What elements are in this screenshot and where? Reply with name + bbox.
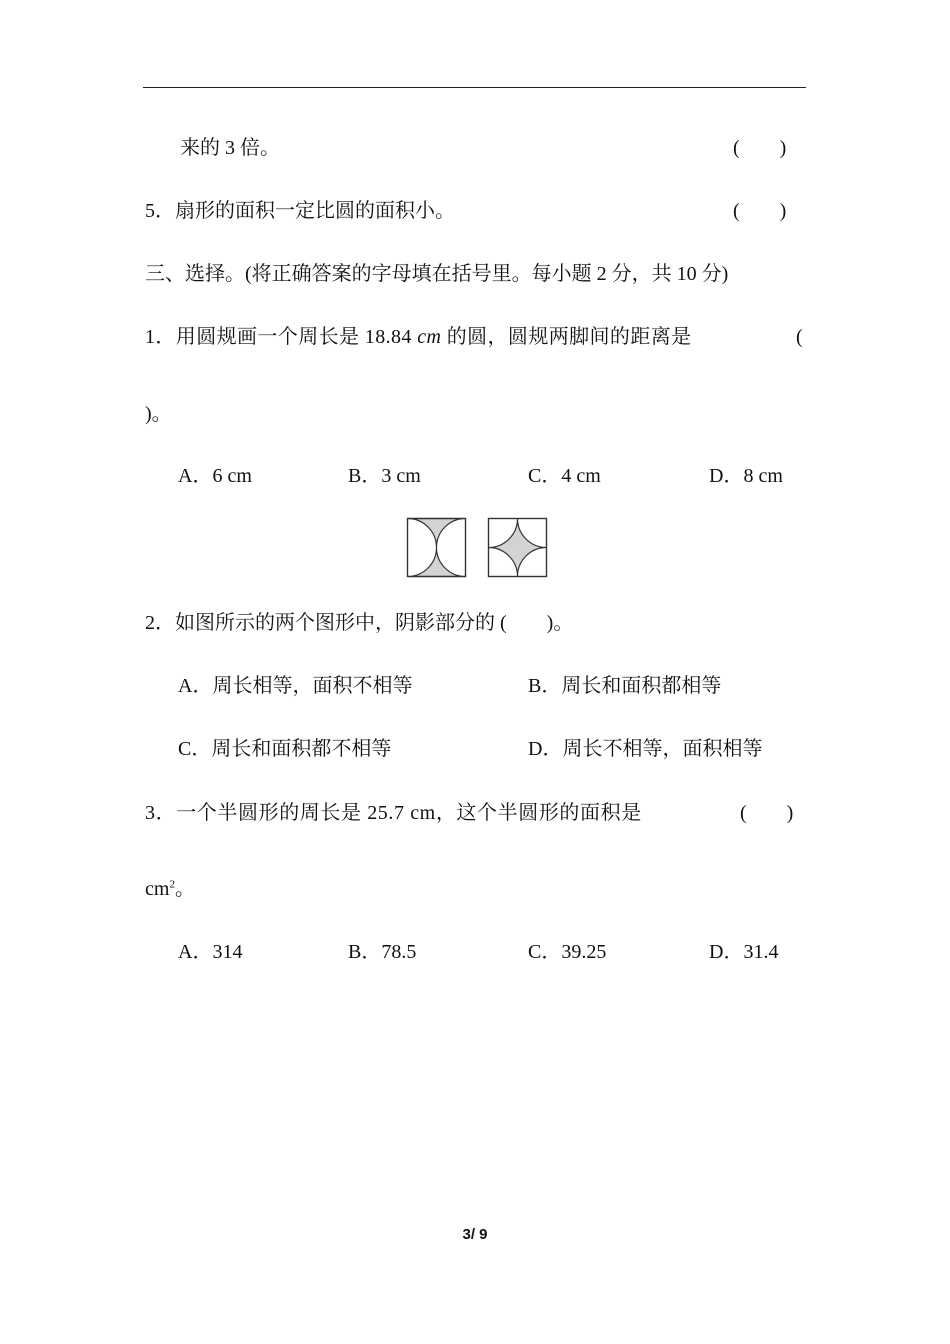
figure-right [489,519,547,577]
superscript-2: 2 [169,878,175,891]
option-c: C．周长和面积都不相等 [178,738,392,760]
choice-question-2: 2．如图所示的两个图形中，阴影部分的 ( )。 [145,612,574,634]
question-continuation: 来的 3 倍。 [180,137,280,159]
answer-paren: ( ) [733,200,787,222]
answer-paren: ( ) [740,802,794,824]
choice-question-3-end: $cm^2$。 [145,878,195,900]
choice-question-1-end: )。 [145,403,172,425]
answer-paren: ( ) [733,137,787,159]
option-d: D．31.4 [709,941,779,963]
question-5: 5．扇形的面积一定比圆的面积小。 [145,200,455,222]
option-b: B．3 cm [348,465,421,487]
header-rule [143,87,806,88]
section-heading: 三、选择。(将正确答案的字母填在括号里。每小题 2 分，共 10 分) [145,263,729,285]
option-b: B．周长和面积都相等 [528,675,722,697]
figure-left [408,519,466,577]
choice-question-3: 3．一个半圆形的周长是 25.7 cm，这个半圆形的面积是 [145,802,642,824]
option-a: A．周长相等，面积不相等 [178,675,413,697]
page-number: 3/ 9 [462,1226,488,1243]
unit-cm: cm [417,326,442,348]
option-a: A．6 cm [178,465,252,487]
option-b: B．78.5 [348,941,417,963]
figure-left-shade [408,519,466,577]
option-a: A．314 [178,941,243,963]
shaded-figures [406,517,548,579]
option-c: C．39.25 [528,941,607,963]
option-c: C．4 cm [528,465,601,487]
answer-paren-open: ( [796,326,803,348]
option-d: D．周长不相等，面积相等 [528,738,763,760]
choice-question-1: 1．用圆规画一个周长是 18.84 cm 的圆，圆规两脚间的距离是 [145,326,692,348]
option-d: D．8 cm [709,465,783,487]
